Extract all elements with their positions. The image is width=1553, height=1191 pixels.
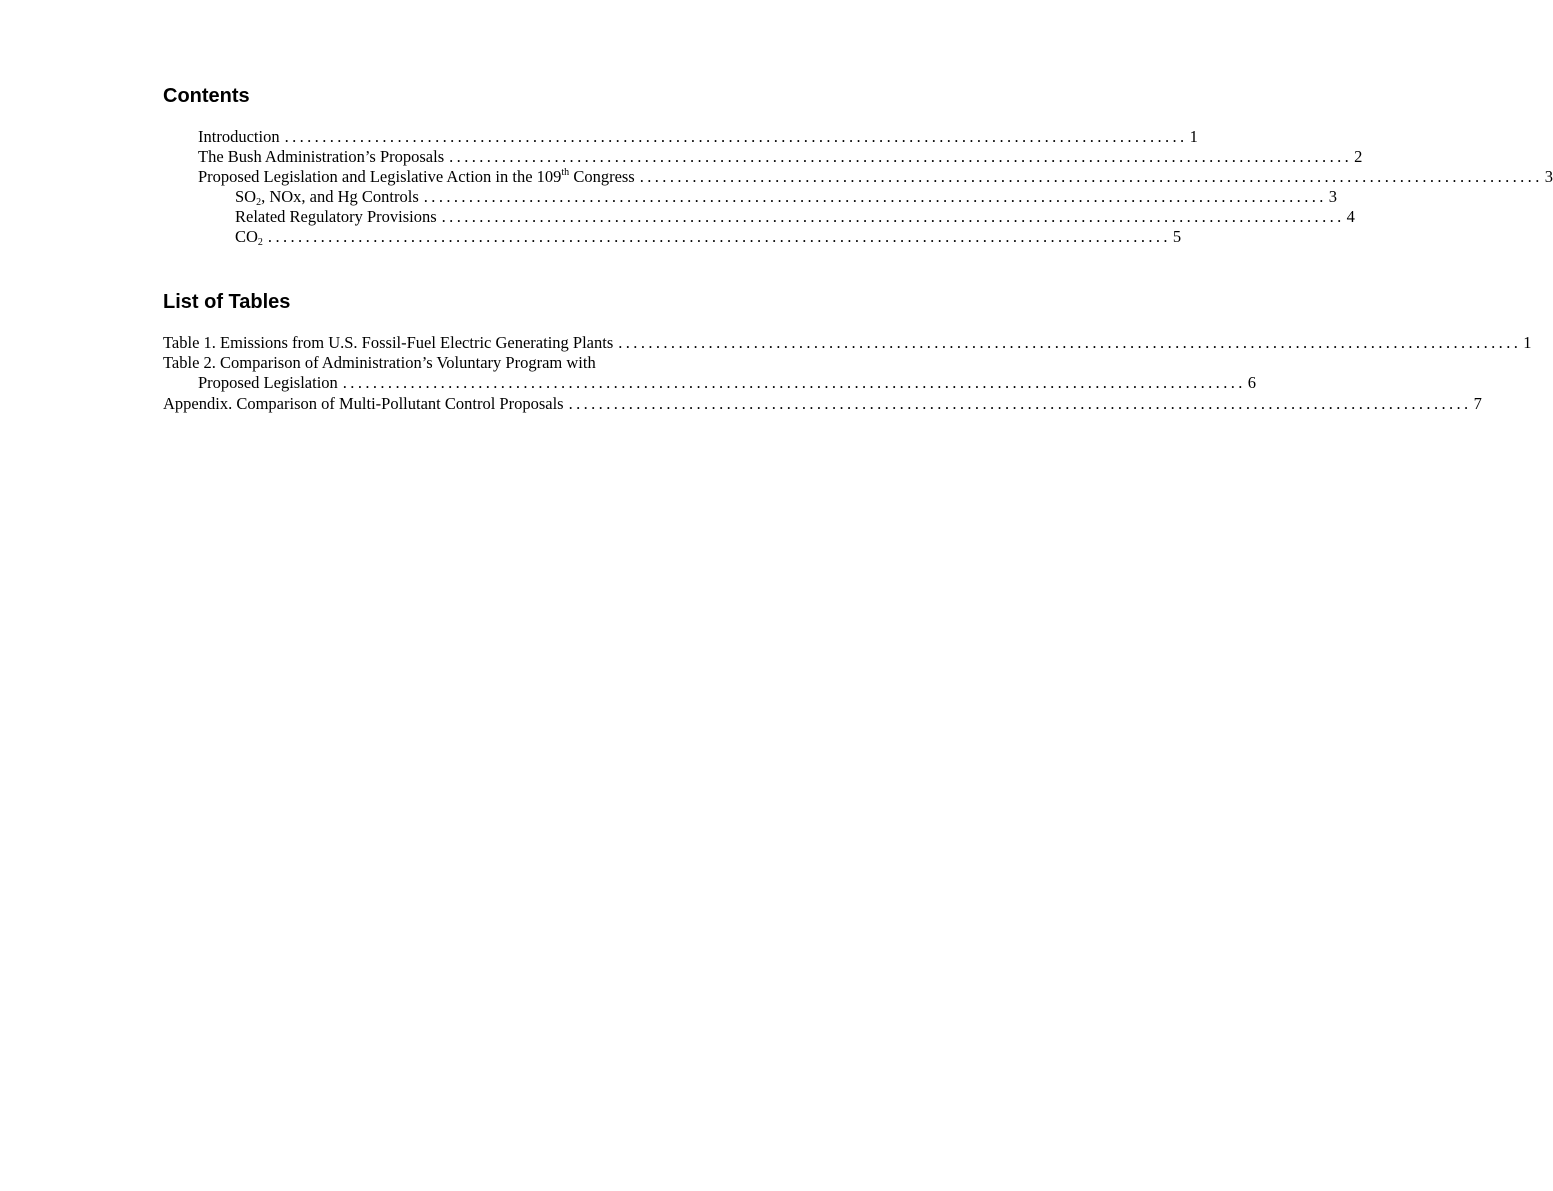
toc-entry-proposed-legislation[interactable] [198,167,1553,188]
toc-leader-dots: ........................................................................................................................ [449,147,1353,166]
toc-page-number: 7 [1473,394,1482,413]
table-entry-table-2[interactable] [198,373,1257,394]
toc-entry-title: Introduction [198,127,280,146]
toc-entry-title: The Bush Administration’s Proposals [198,147,445,166]
toc-leader-dots: ........................................................................................................................ [639,167,1543,186]
toc-entry-so2-nox-hg[interactable] [235,187,1338,208]
toc-entry-co2[interactable] [235,227,1182,248]
toc-leader-dots: ........................................................................................................................ [342,373,1246,392]
toc-page-number: 3 [1328,187,1338,206]
toc-page-number: 5 [1172,227,1182,246]
toc-leader-dots: ........................................................................................................................ [441,207,1345,226]
toc-entry-title: $CO_2$ [235,227,263,248]
toc-entry-bush-proposals[interactable] [198,147,1363,168]
toc-leader-dots: ........................................................................................................................ [284,127,1188,146]
toc-entry-title: Proposed Legislation [198,373,338,392]
toc-page-number: 6 [1247,373,1257,392]
table-entry-table-1[interactable] [163,333,1532,354]
toc-page-number: 3 [1544,167,1553,186]
toc-page-number: 2 [1354,147,1363,166]
toc-entry-title: $SO_2$, NOx, and Hg Controls [235,187,419,208]
toc-leader-dots: ........................................................................................................................ [267,227,1171,246]
table-entry-table-2-title[interactable]: Table 2. Comparison of Administration’s Voluntary Program with [163,353,596,372]
contents-heading: Contents [163,85,250,107]
toc-entry-title: Related Regulatory Provisions [235,207,437,226]
table-entry-appendix[interactable] [163,394,1482,415]
toc-entry-title: Proposed Legislation and Legislative Action in the 109th Congress [198,167,635,186]
toc-leader-dots: ........................................................................................................................ [568,394,1472,413]
toc-page-number: 1 [1189,127,1198,146]
toc-entry-title: Table 1. Emissions from U.S. Fossil-Fuel Electric Generating Plants [163,333,614,352]
toc-entry-title: Appendix. Comparison of Multi-Pollutant Control Proposals [163,394,564,413]
toc-entry-regulatory-provisions[interactable] [235,207,1355,228]
list-of-tables-heading: List of Tables [163,291,291,313]
toc-page-number: 1 [1523,333,1532,352]
toc-entry-introduction[interactable] [198,127,1198,148]
toc-page-number: 4 [1346,207,1355,226]
toc-leader-dots: ........................................................................................................................ [618,333,1522,352]
toc-leader-dots: ........................................................................................................................ [423,187,1327,206]
